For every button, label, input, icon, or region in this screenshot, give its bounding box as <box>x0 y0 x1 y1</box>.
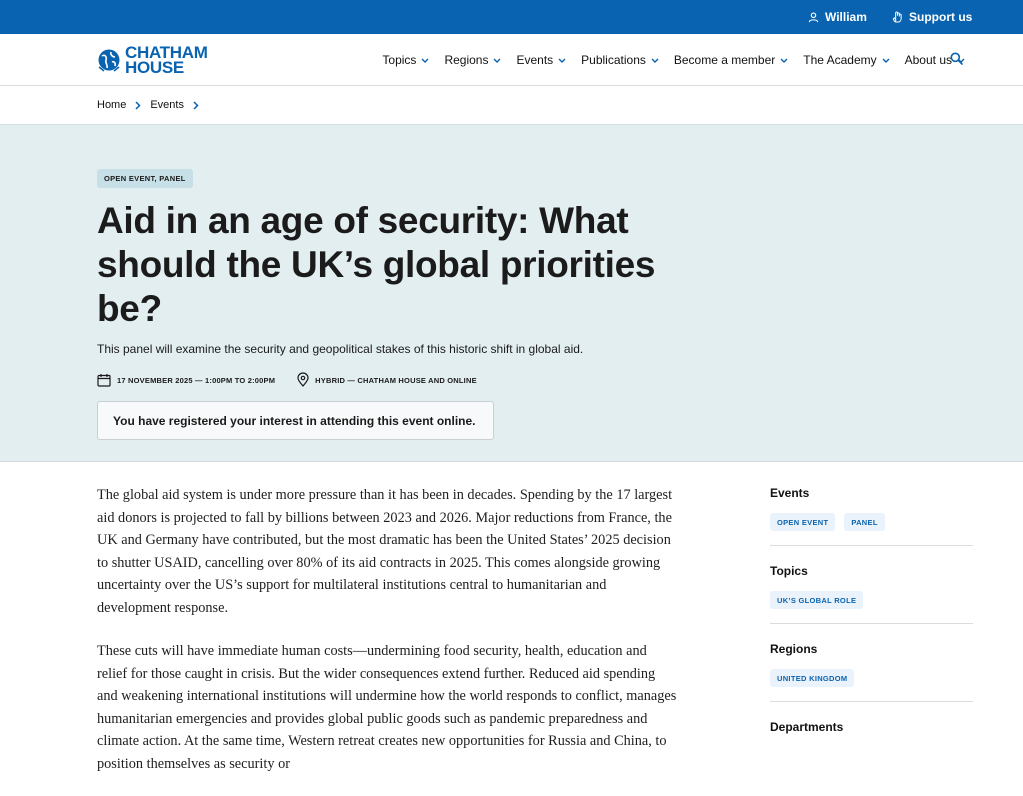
sidebar-heading: Events <box>770 486 810 500</box>
page-title: Aid in an age of security: What should the UK’s global priorities be? <box>97 200 656 329</box>
chevron-down-icon <box>493 58 501 63</box>
breadcrumb-events[interactable]: Events <box>150 99 184 111</box>
nav-publications[interactable] <box>581 53 659 67</box>
nav-regions-label: Regions <box>444 53 489 67</box>
nav-regions[interactable] <box>444 53 501 67</box>
nav-events[interactable] <box>516 53 566 67</box>
sidebar-group-events <box>770 486 973 546</box>
primary-nav <box>367 34 965 86</box>
event-hero <box>0 124 1023 462</box>
nav-topics[interactable] <box>382 53 429 67</box>
event-date <box>97 373 275 387</box>
chevron-down-icon <box>651 58 659 63</box>
event-location-text: HYBRID — CHATHAM HOUSE AND ONLINE <box>315 375 477 385</box>
event-description <box>97 484 677 796</box>
breadcrumb <box>97 86 208 124</box>
event-date-text: 17 NOVEMBER 2025 — 1:00PM TO 2:00PM <box>117 375 276 385</box>
event-meta <box>97 371 477 389</box>
registration-notice: You have registered your interest in attending this event online. <box>97 401 494 440</box>
chevron-right-icon <box>193 101 199 110</box>
chevron-down-icon <box>558 58 566 63</box>
nav-publications-label: Publications <box>581 53 646 67</box>
main-header <box>0 34 1023 86</box>
event-type-badge: OPEN EVENT, PANEL <box>97 169 193 188</box>
chevron-down-icon <box>882 58 890 63</box>
sidebar-group-departments <box>770 720 973 761</box>
search-icon <box>950 52 963 65</box>
tag-united-kingdom[interactable]: UNITED KINGDOM <box>770 669 854 687</box>
logo-wordmark <box>125 45 208 75</box>
globe-logo-icon <box>97 47 121 73</box>
tag-panel[interactable]: PANEL <box>844 513 884 531</box>
sidebar-group-regions <box>770 642 973 702</box>
sidebar-heading: Topics <box>770 564 808 578</box>
user-account-link[interactable] <box>808 0 867 34</box>
chevron-down-icon <box>780 58 788 63</box>
tag-open-event[interactable]: OPEN EVENT <box>770 513 835 531</box>
nav-topics-label: Topics <box>382 53 417 67</box>
sidebar-group-topics <box>770 564 973 624</box>
nav-the-academy-label: The Academy <box>803 53 877 67</box>
support-us-link[interactable] <box>892 0 972 34</box>
chevron-down-icon <box>421 58 429 63</box>
user-name: William <box>825 10 867 24</box>
nav-events-label: Events <box>516 53 554 67</box>
map-pin-icon <box>297 373 309 387</box>
support-us-label: Support us <box>909 10 973 24</box>
sidebar-heading: Departments <box>770 720 844 734</box>
event-location <box>297 373 477 387</box>
logo-line-1: CHATHAM <box>125 43 208 62</box>
description-paragraph: The global aid system is under more pressure than it has been in decades. Spending by the 17 largest aid donors is projected to fall by billions between 2023 and 2026. Major reductions from France, the UK and Germany have contributed, but the most dramatic has been the United States’ 2025 decision to shutter USAID, cancelling over 80% of its aid contracts in 2025. This comes alongside growing uncertainty over the US’s support for multilateral institutions central to humanitarian and development response. <box>97 487 673 616</box>
user-icon <box>808 12 819 23</box>
sidebar-heading: Regions <box>770 642 818 656</box>
event-summary: This panel will examine the security and geopolitical stakes of this historic shift in global aid. <box>97 342 584 356</box>
breadcrumb-home[interactable]: Home <box>97 99 127 111</box>
nav-become-a-member-label: Become a member <box>673 53 776 67</box>
nav-become-a-member[interactable] <box>674 53 788 67</box>
logo-line-2: HOUSE <box>125 58 184 77</box>
tag-uks-global-role[interactable]: UK’S GLOBAL ROLE <box>770 591 863 609</box>
calendar-icon <box>97 373 111 387</box>
nav-the-academy[interactable] <box>803 53 889 67</box>
chatham-house-logo[interactable] <box>97 44 208 76</box>
nav-about-us-label: About us <box>904 53 952 67</box>
search-button[interactable] <box>950 52 966 68</box>
hand-heart-icon <box>892 11 903 23</box>
description-paragraph: These cuts will have immediate human costs—undermining food security, health, education and relief for those caught in crisis. But the wider consequences extend further. Reduced aid spending and weakening international institutions will undermine how the world responds to conflict, manages humanitarian emergencies and provides global public goods such as pandemic preparedness and climate action. At the same time, Western retreat creates new opportunities for Russia and China, to position themselves as security or <box>97 643 677 772</box>
event-taxonomy-sidebar <box>770 486 973 779</box>
utility-bar <box>0 0 1023 34</box>
chevron-right-icon <box>135 101 141 110</box>
